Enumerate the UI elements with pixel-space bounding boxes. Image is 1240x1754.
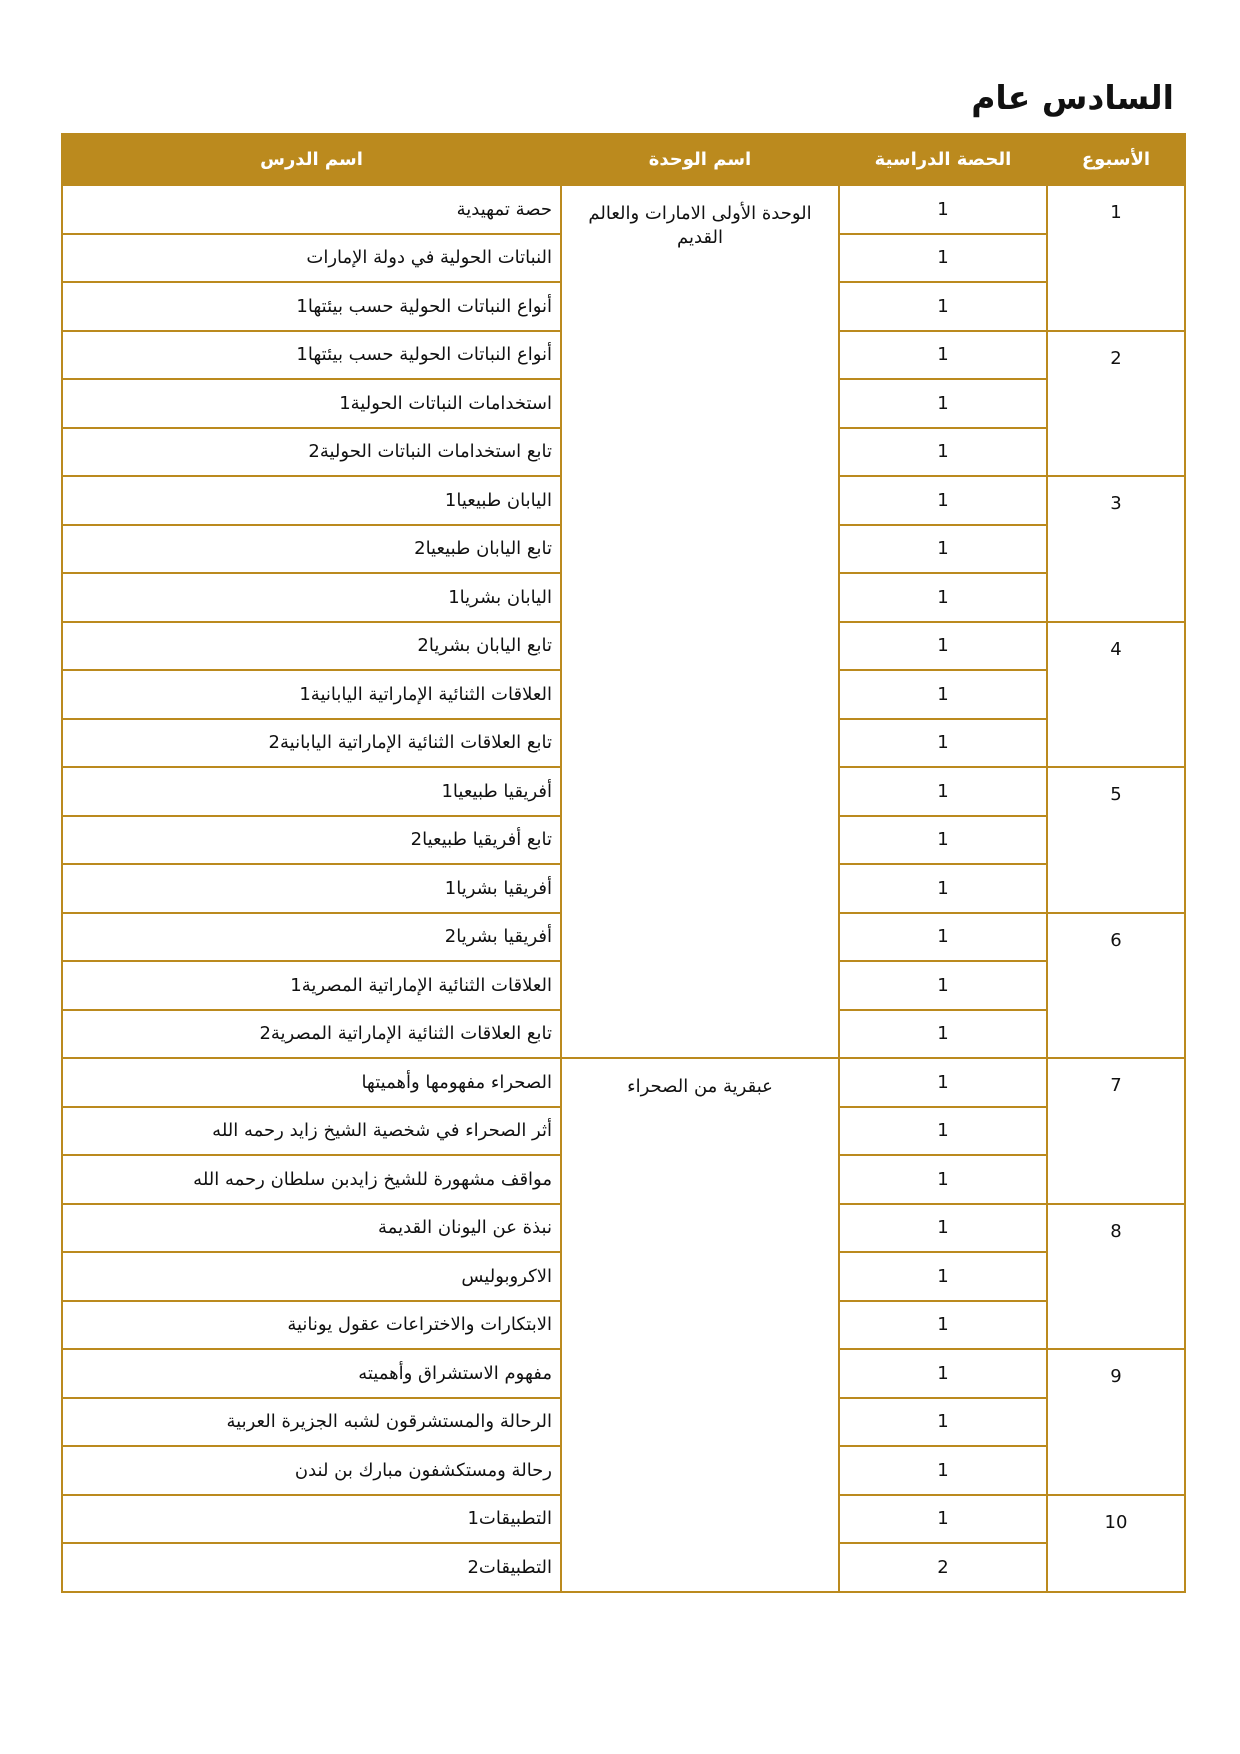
week-number: 5 [1047, 767, 1185, 913]
period-cell: 1 [839, 573, 1047, 622]
lesson-name: تابع العلاقات الثنائية الإماراتية اليابانية2 [62, 719, 561, 768]
lesson-name: أنواع النباتات الحولية حسب بيئتها1 [62, 282, 561, 331]
header-unit: اسم الوحدة [561, 134, 839, 185]
lesson-name: النباتات الحولية في دولة الإمارات [62, 234, 561, 283]
lesson-name: التطبيقات1 [62, 1495, 561, 1544]
schedule-body [62, 185, 1185, 1592]
lesson-name: الاكروبوليس [62, 1252, 561, 1301]
lesson-name: أفريقيا طبيعيا1 [62, 767, 561, 816]
lesson-name: رحالة ومستكشفون مبارك بن لندن [62, 1446, 561, 1495]
lesson-name: تابع استخدامات النباتات الحولية2 [62, 428, 561, 477]
table-row [62, 185, 1185, 234]
week-number: 6 [1047, 913, 1185, 1059]
week-number: 7 [1047, 1058, 1185, 1204]
header-row [62, 134, 1185, 185]
lesson-name: مواقف مشهورة للشيخ زايدبن سلطان رحمه الله [62, 1155, 561, 1204]
header-lesson: اسم الدرس [62, 134, 561, 185]
lesson-name: أثر الصحراء في شخصية الشيخ زايد رحمه الله [62, 1107, 561, 1156]
period-cell: 1 [839, 670, 1047, 719]
schedule-table [61, 133, 1186, 1593]
period-cell: 1 [839, 185, 1047, 234]
lesson-name: أفريقيا بشريا1 [62, 864, 561, 913]
header-week: الأسبوع [1047, 134, 1185, 185]
lesson-name: أنواع النباتات الحولية حسب بيئتها1 [62, 331, 561, 380]
period-cell: 1 [839, 1010, 1047, 1059]
lesson-name: مفهوم الاستشراق وأهميته [62, 1349, 561, 1398]
period-cell: 1 [839, 428, 1047, 477]
week-number: 4 [1047, 622, 1185, 768]
period-cell: 1 [839, 525, 1047, 574]
week-number: 9 [1047, 1349, 1185, 1495]
lesson-name: حصة تمهيدية [62, 185, 561, 234]
period-cell: 1 [839, 816, 1047, 865]
period-cell: 1 [839, 1058, 1047, 1107]
lesson-name: العلاقات الثنائية الإماراتية اليابانية1 [62, 670, 561, 719]
period-cell: 1 [839, 379, 1047, 428]
period-cell: 1 [839, 476, 1047, 525]
lesson-name: التطبيقات2 [62, 1543, 561, 1592]
period-cell: 1 [839, 1204, 1047, 1253]
period-cell: 1 [839, 1107, 1047, 1156]
lesson-name: الصحراء مفهومها وأهميتها [62, 1058, 561, 1107]
lesson-name: تابع العلاقات الثنائية الإماراتية المصرية2 [62, 1010, 561, 1059]
week-number: 2 [1047, 331, 1185, 477]
period-cell: 1 [839, 622, 1047, 671]
lesson-name: اليابان بشريا1 [62, 573, 561, 622]
period-cell: 1 [839, 913, 1047, 962]
schedule-table-container [61, 133, 1184, 1593]
week-number: 10 [1047, 1495, 1185, 1592]
lesson-name: الابتكارات والاختراعات عقول يونانية [62, 1301, 561, 1350]
period-cell: 1 [839, 234, 1047, 283]
period-cell: 1 [839, 282, 1047, 331]
period-cell: 1 [839, 1155, 1047, 1204]
period-cell: 1 [839, 961, 1047, 1010]
week-number: 8 [1047, 1204, 1185, 1350]
lesson-name: تابع أفريقيا طبيعيا2 [62, 816, 561, 865]
period-cell: 1 [839, 767, 1047, 816]
lesson-name: أفريقيا بشريا2 [62, 913, 561, 962]
period-cell: 1 [839, 1301, 1047, 1350]
lesson-name: تابع اليابان بشريا2 [62, 622, 561, 671]
period-cell: 1 [839, 331, 1047, 380]
lesson-name: اليابان طبيعيا1 [62, 476, 561, 525]
lesson-name: استخدامات النباتات الحولية1 [62, 379, 561, 428]
page-title: السادس عام [971, 78, 1174, 117]
period-cell: 2 [839, 1543, 1047, 1592]
lesson-name: العلاقات الثنائية الإماراتية المصرية1 [62, 961, 561, 1010]
period-cell: 1 [839, 719, 1047, 768]
header-period: الحصة الدراسية [839, 134, 1047, 185]
table-row [62, 1058, 1185, 1107]
unit-name: الوحدة الأولى الامارات والعالم القديم [561, 185, 839, 1058]
lesson-name: تابع اليابان طبيعيا2 [62, 525, 561, 574]
week-number: 1 [1047, 185, 1185, 331]
period-cell: 1 [839, 1349, 1047, 1398]
period-cell: 1 [839, 1495, 1047, 1544]
period-cell: 1 [839, 1252, 1047, 1301]
period-cell: 1 [839, 864, 1047, 913]
period-cell: 1 [839, 1398, 1047, 1447]
week-number: 3 [1047, 476, 1185, 622]
lesson-name: الرحالة والمستشرقون لشبه الجزيرة العربية [62, 1398, 561, 1447]
unit-name: عبقرية من الصحراء [561, 1058, 839, 1592]
period-cell: 1 [839, 1446, 1047, 1495]
lesson-name: نبذة عن اليونان القديمة [62, 1204, 561, 1253]
